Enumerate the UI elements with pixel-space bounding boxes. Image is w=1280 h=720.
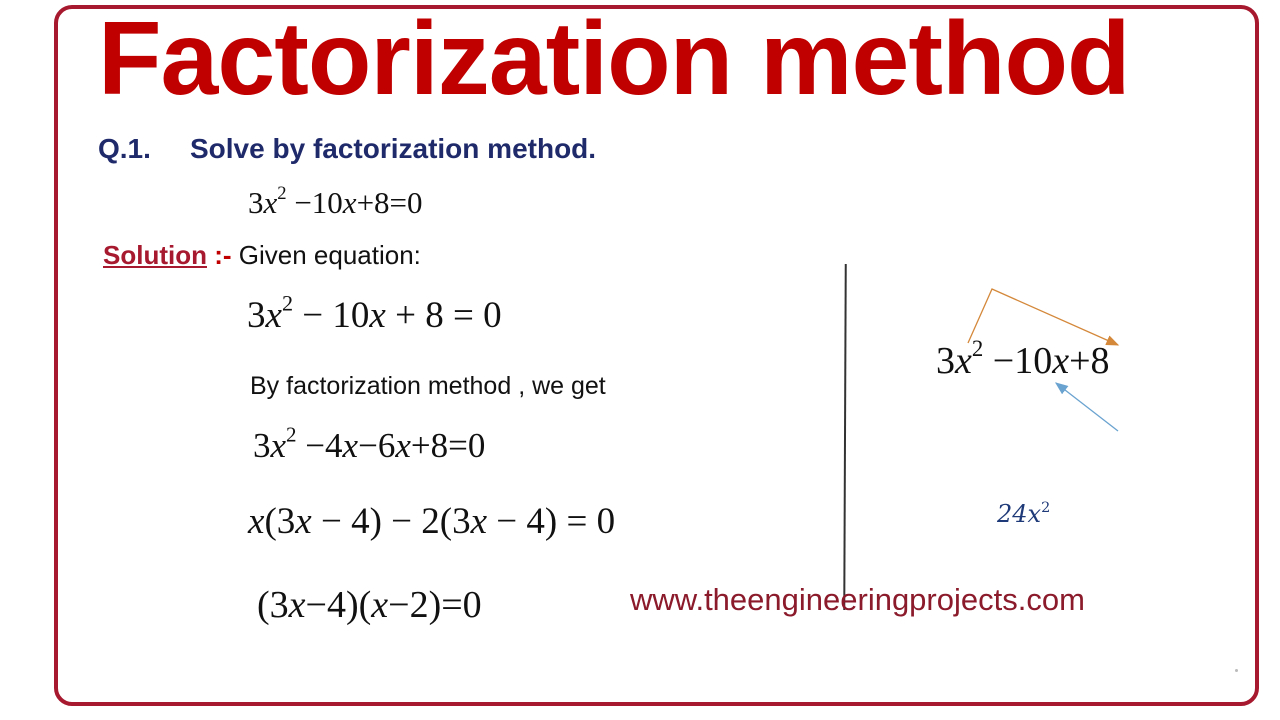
by-factorization-text: By factorization method , we get bbox=[250, 372, 606, 400]
question-text: Solve by factorization method. bbox=[190, 133, 597, 164]
arrow-first-to-last-term bbox=[968, 289, 1118, 345]
step-factored-form: (3x−4)(x−2)=0 bbox=[257, 584, 482, 626]
slide-title: Factorization method bbox=[98, 1, 1130, 117]
corner-dot bbox=[1235, 669, 1238, 672]
step-group-terms: x(3x − 4) − 2(3x − 4) = 0 bbox=[248, 501, 616, 542]
given-equation-label: Given equation: bbox=[231, 240, 421, 270]
website-watermark: www.theengineeringprojects.com bbox=[630, 582, 1085, 617]
solution-label: Solution bbox=[103, 240, 207, 270]
given-equation: $3x^2 - 10x + 8 = 0$ bbox=[247, 290, 502, 336]
question-equation: $3x^2 -10x+8=0$ bbox=[248, 183, 423, 220]
product-var: x bbox=[1027, 500, 1042, 528]
arrow-to-middle-term bbox=[1056, 383, 1118, 431]
product-coef: 24 bbox=[997, 500, 1028, 528]
solution-separator: :- bbox=[206, 240, 232, 270]
product-ac-term bbox=[997, 500, 1050, 528]
product-exp: 2 bbox=[1041, 499, 1051, 516]
side-expression: $3x^2 -10x+8$ bbox=[936, 335, 1110, 382]
question-number: Q.1. bbox=[98, 133, 151, 164]
step-split-middle-term: $3x^2 -4x-6x+8=0$ bbox=[253, 422, 486, 465]
